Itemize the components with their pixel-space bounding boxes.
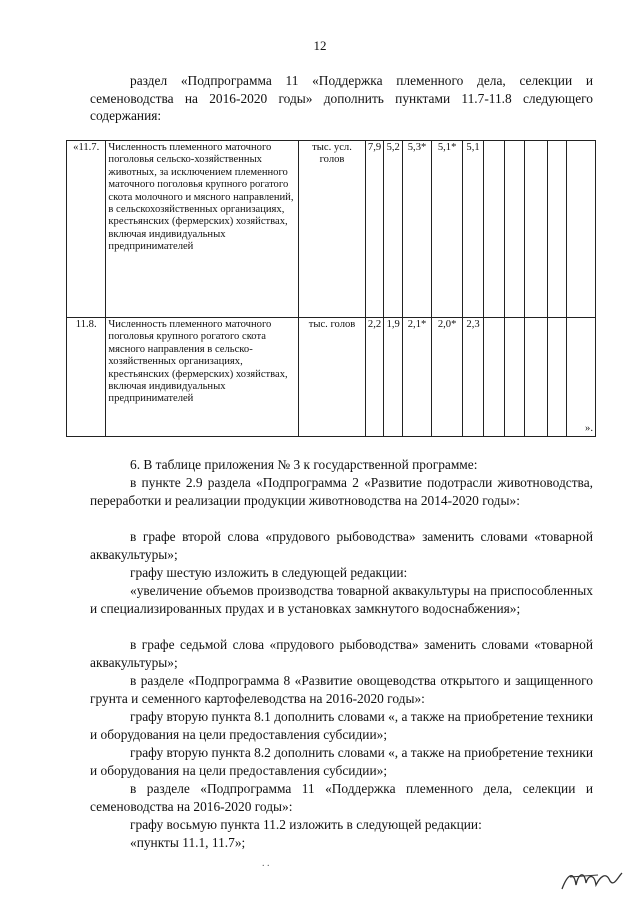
- body-paragraph: в разделе «Подпрограмма 8 «Развитие овощеводства открытого и защищенного грунта и семенного картофелеводства на 2016-2020 годы»:: [90, 673, 593, 706]
- value-cell: [548, 318, 567, 437]
- indicator-name: Численность племенного маточного поголовья сельско-хозяйственных животных, за исключением племенного маточного поголовья крупного рогатого скота молочного и мясного направлений, в сельскохозяйственных организациях, крестьянских (фермерских) хозяйствах, включая индивидуальных предпринимателей: [106, 141, 299, 318]
- value-cell: [504, 141, 525, 318]
- unit-cell: тыс. голов: [299, 318, 365, 437]
- value-cell: [504, 318, 525, 437]
- closing-cell: ».: [566, 318, 595, 437]
- value-cell: 5,1: [463, 141, 484, 318]
- body-paragraph: в пункте 2.9 раздела «Подпрограмма 2 «Развитие подотрасли животноводства, переработки и реализации продукции животноводства на 2014-2020 годы»:: [90, 475, 593, 508]
- intro-paragraph: раздел «Подпрограмма 11 «Поддержка племенного дела, селекции и семеноводства на 2016-2020 годы» дополнить пунктами 11.7-11.8 следующего содержания:: [90, 73, 593, 123]
- indicator-table: [66, 140, 596, 437]
- value-cell: [483, 141, 504, 318]
- body-paragraph: «пункты 11.1, 11.7»;: [130, 835, 246, 850]
- section-heading: 6. В таблице приложения № 3 к государственной программе:: [130, 457, 478, 472]
- body-paragraph: графу вторую пункта 8.1 дополнить словами «, а также на приобретение техники и оборудования на цели предоставления субсидии»;: [90, 709, 593, 742]
- body-paragraph: графу восьмую пункта 11.2 изложить в следующей редакции:: [130, 817, 482, 832]
- row-number: 11.8.: [67, 318, 106, 437]
- table-row: [67, 318, 596, 437]
- value-cell: 2,1*: [403, 318, 432, 437]
- body-paragraph: графу вторую пункта 8.2 дополнить словами «, а также на приобретение техники и оборудования на цели предоставления субсидии»;: [90, 745, 593, 778]
- value-cell: [548, 141, 567, 318]
- value-cell: 5,3*: [403, 141, 432, 318]
- body-paragraph: в графе седьмой слова «прудового рыбоводства» заменить словами «товарной аквакультуры»;: [90, 637, 593, 670]
- value-cell: 2,3: [463, 318, 484, 437]
- body-paragraph: в графе второй слова «прудового рыбоводства» заменить словами «товарной аквакультуры»;: [90, 529, 593, 562]
- scan-mark: . .: [262, 858, 270, 869]
- body-paragraph: в разделе «Подпрограмма 11 «Поддержка племенного дела, селекции и семеноводства на 2016-2020 годы»:: [90, 781, 593, 814]
- row-number: «11.7.: [67, 141, 106, 318]
- value-cell: 5,1*: [432, 141, 463, 318]
- unit-cell: тыс. усл. голов: [299, 141, 365, 318]
- signature-mark: [558, 863, 626, 897]
- closing-cell: [566, 141, 595, 318]
- table-row: [67, 141, 596, 318]
- value-cell: [525, 318, 548, 437]
- page-number: 12: [313, 38, 327, 53]
- value-cell: 7,9: [365, 141, 384, 318]
- value-cell: 2,2: [365, 318, 384, 437]
- indicator-name: Численность племенного маточного поголовья крупного рогатого скота мясного направления в сельско-хозяйственных организациях, крестьянских (фермерских) хозяйствах, включая индивидуальных предпринимателей: [106, 318, 299, 437]
- body-paragraph: графу шестую изложить в следующей редакции:: [130, 565, 408, 580]
- value-cell: 2,0*: [432, 318, 463, 437]
- value-cell: 1,9: [384, 318, 403, 437]
- body-paragraph: «увеличение объемов производства товарной аквакультуры на приспособленных и специализированных прудах и в установках замкнутого водоснабжения»;: [90, 583, 593, 616]
- value-cell: [525, 141, 548, 318]
- value-cell: 5,2: [384, 141, 403, 318]
- value-cell: [483, 318, 504, 437]
